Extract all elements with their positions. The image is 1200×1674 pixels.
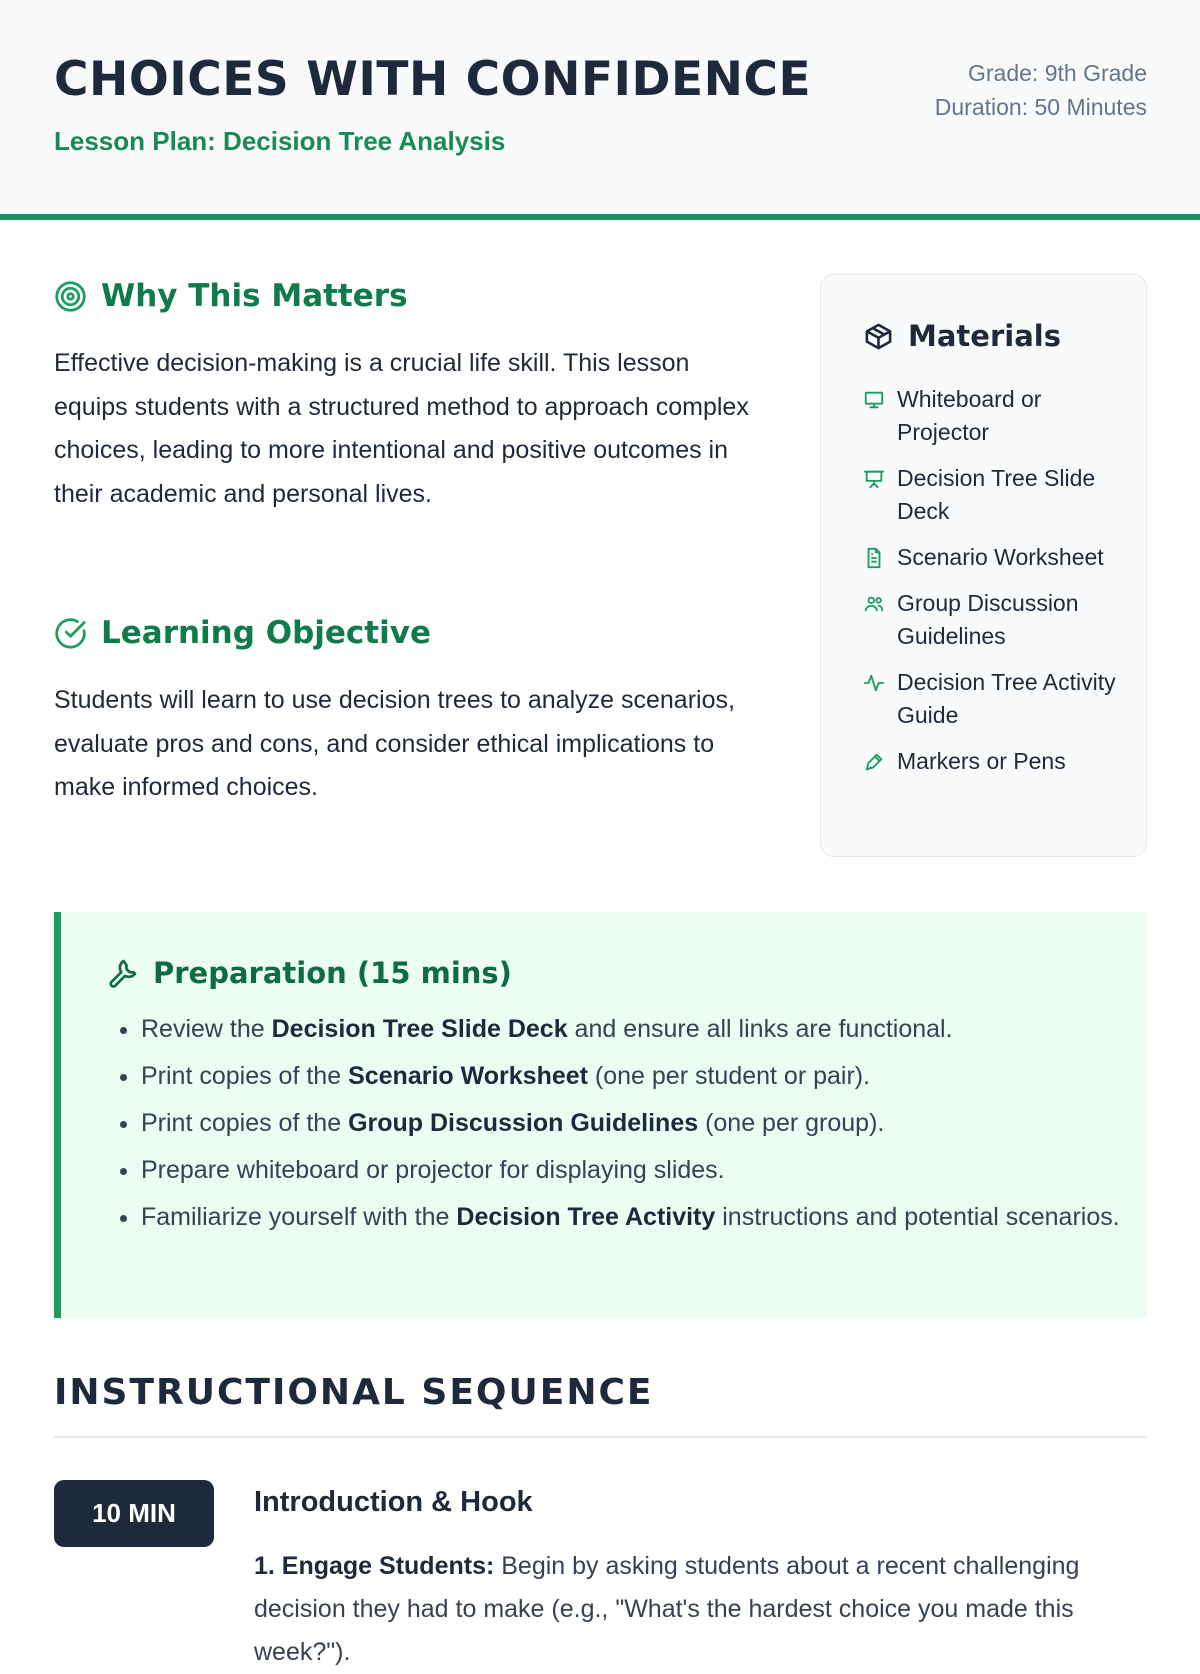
list-item (141, 1057, 1126, 1096)
prep-text: Prepare whiteboard or projector for displaying slides. (141, 1156, 725, 1184)
divider (54, 1436, 1147, 1438)
material-label: Group Discussion Guidelines (897, 590, 1079, 649)
duration-label: Duration: 50 Minutes (934, 94, 1147, 120)
preparation-heading-row (107, 956, 512, 990)
prep-bold: Decision Tree Activity (456, 1203, 716, 1231)
prep-bold: Scenario Worksheet (348, 1062, 588, 1090)
prep-bold: Group Discussion Guidelines (348, 1109, 699, 1137)
list-item (863, 383, 1123, 449)
why-heading: Why This Matters (101, 278, 408, 314)
prep-text: (one per group). (698, 1109, 885, 1137)
objective-text: Students will learn to use decision trees to analyze scenarios, evaluate pros and cons, and consider ethical implications to make informed choices. (54, 686, 735, 801)
materials-heading: Materials (908, 319, 1061, 353)
objective-heading: Learning Objective (101, 615, 431, 651)
document-icon (863, 547, 885, 569)
list-item (141, 1198, 1126, 1237)
prep-text: and ensure all links are functional. (567, 1015, 953, 1043)
presentation-icon (863, 468, 885, 490)
list-item (863, 745, 1123, 778)
material-label: Markers or Pens (897, 748, 1066, 774)
prep-text: instructions and potential scenarios. (715, 1203, 1120, 1231)
package-icon (863, 321, 894, 352)
prep-text: Print copies of the (141, 1062, 349, 1090)
pen-icon (863, 751, 885, 773)
prep-bold: Decision Tree Slide Deck (271, 1015, 568, 1043)
check-circle-icon (54, 617, 87, 650)
prep-text: Print copies of the (141, 1109, 349, 1137)
objective-heading-row (54, 615, 431, 651)
lesson-header (0, 0, 1200, 220)
lesson-meta (935, 56, 1147, 124)
list-item (141, 1151, 1126, 1190)
prep-text: Review the (141, 1015, 272, 1043)
preparation-heading: Preparation (15 mins) (153, 956, 512, 990)
materials-heading-row (863, 319, 1061, 353)
page-title: CHOICES WITH CONFIDENCE (54, 52, 812, 107)
list-item (863, 462, 1123, 528)
grade-label: Grade: 9th Grade (968, 60, 1147, 86)
monitor-icon (863, 389, 885, 411)
materials-card (820, 274, 1147, 857)
preparation-list (141, 1010, 1126, 1245)
list-item (141, 1104, 1126, 1143)
list-item (863, 541, 1123, 574)
material-label: Whiteboard or Projector (897, 386, 1042, 445)
prep-text: (one per student or pair). (587, 1062, 871, 1090)
material-label: Scenario Worksheet (897, 544, 1104, 570)
prep-text: Familiarize yourself with the (141, 1203, 457, 1231)
materials-list (863, 383, 1123, 791)
why-text: Effective decision-making is a crucial life skill. This lesson equips students with a structured method to approach complex choices, leading to more intentional and positive outcomes in their academic and personal lives. (54, 349, 749, 508)
material-label: Decision Tree Slide Deck (897, 465, 1096, 524)
step-lead: 1. Engage Students: (254, 1552, 495, 1580)
preparation-panel (54, 912, 1147, 1318)
page-subtitle: Lesson Plan: Decision Tree Analysis (54, 126, 506, 156)
target-icon (54, 280, 87, 313)
list-item (863, 587, 1123, 653)
list-item (863, 666, 1123, 732)
wrench-icon (107, 957, 139, 989)
list-item (141, 1010, 1126, 1049)
why-heading-row (54, 278, 408, 314)
sequence-heading: INSTRUCTIONAL SEQUENCE (54, 1372, 654, 1413)
step-title: Introduction & Hook (254, 1486, 533, 1518)
step-body: Begin by asking students about a recent challenging decision they had to make (e.g., "What's the hardest choice you made this week?"). (254, 1552, 1080, 1666)
users-icon (863, 593, 885, 615)
step-text (254, 1545, 1147, 1674)
duration-badge: 10 MIN (54, 1480, 214, 1547)
material-label: Decision Tree Activity Guide (897, 669, 1116, 728)
activity-icon (863, 672, 885, 694)
